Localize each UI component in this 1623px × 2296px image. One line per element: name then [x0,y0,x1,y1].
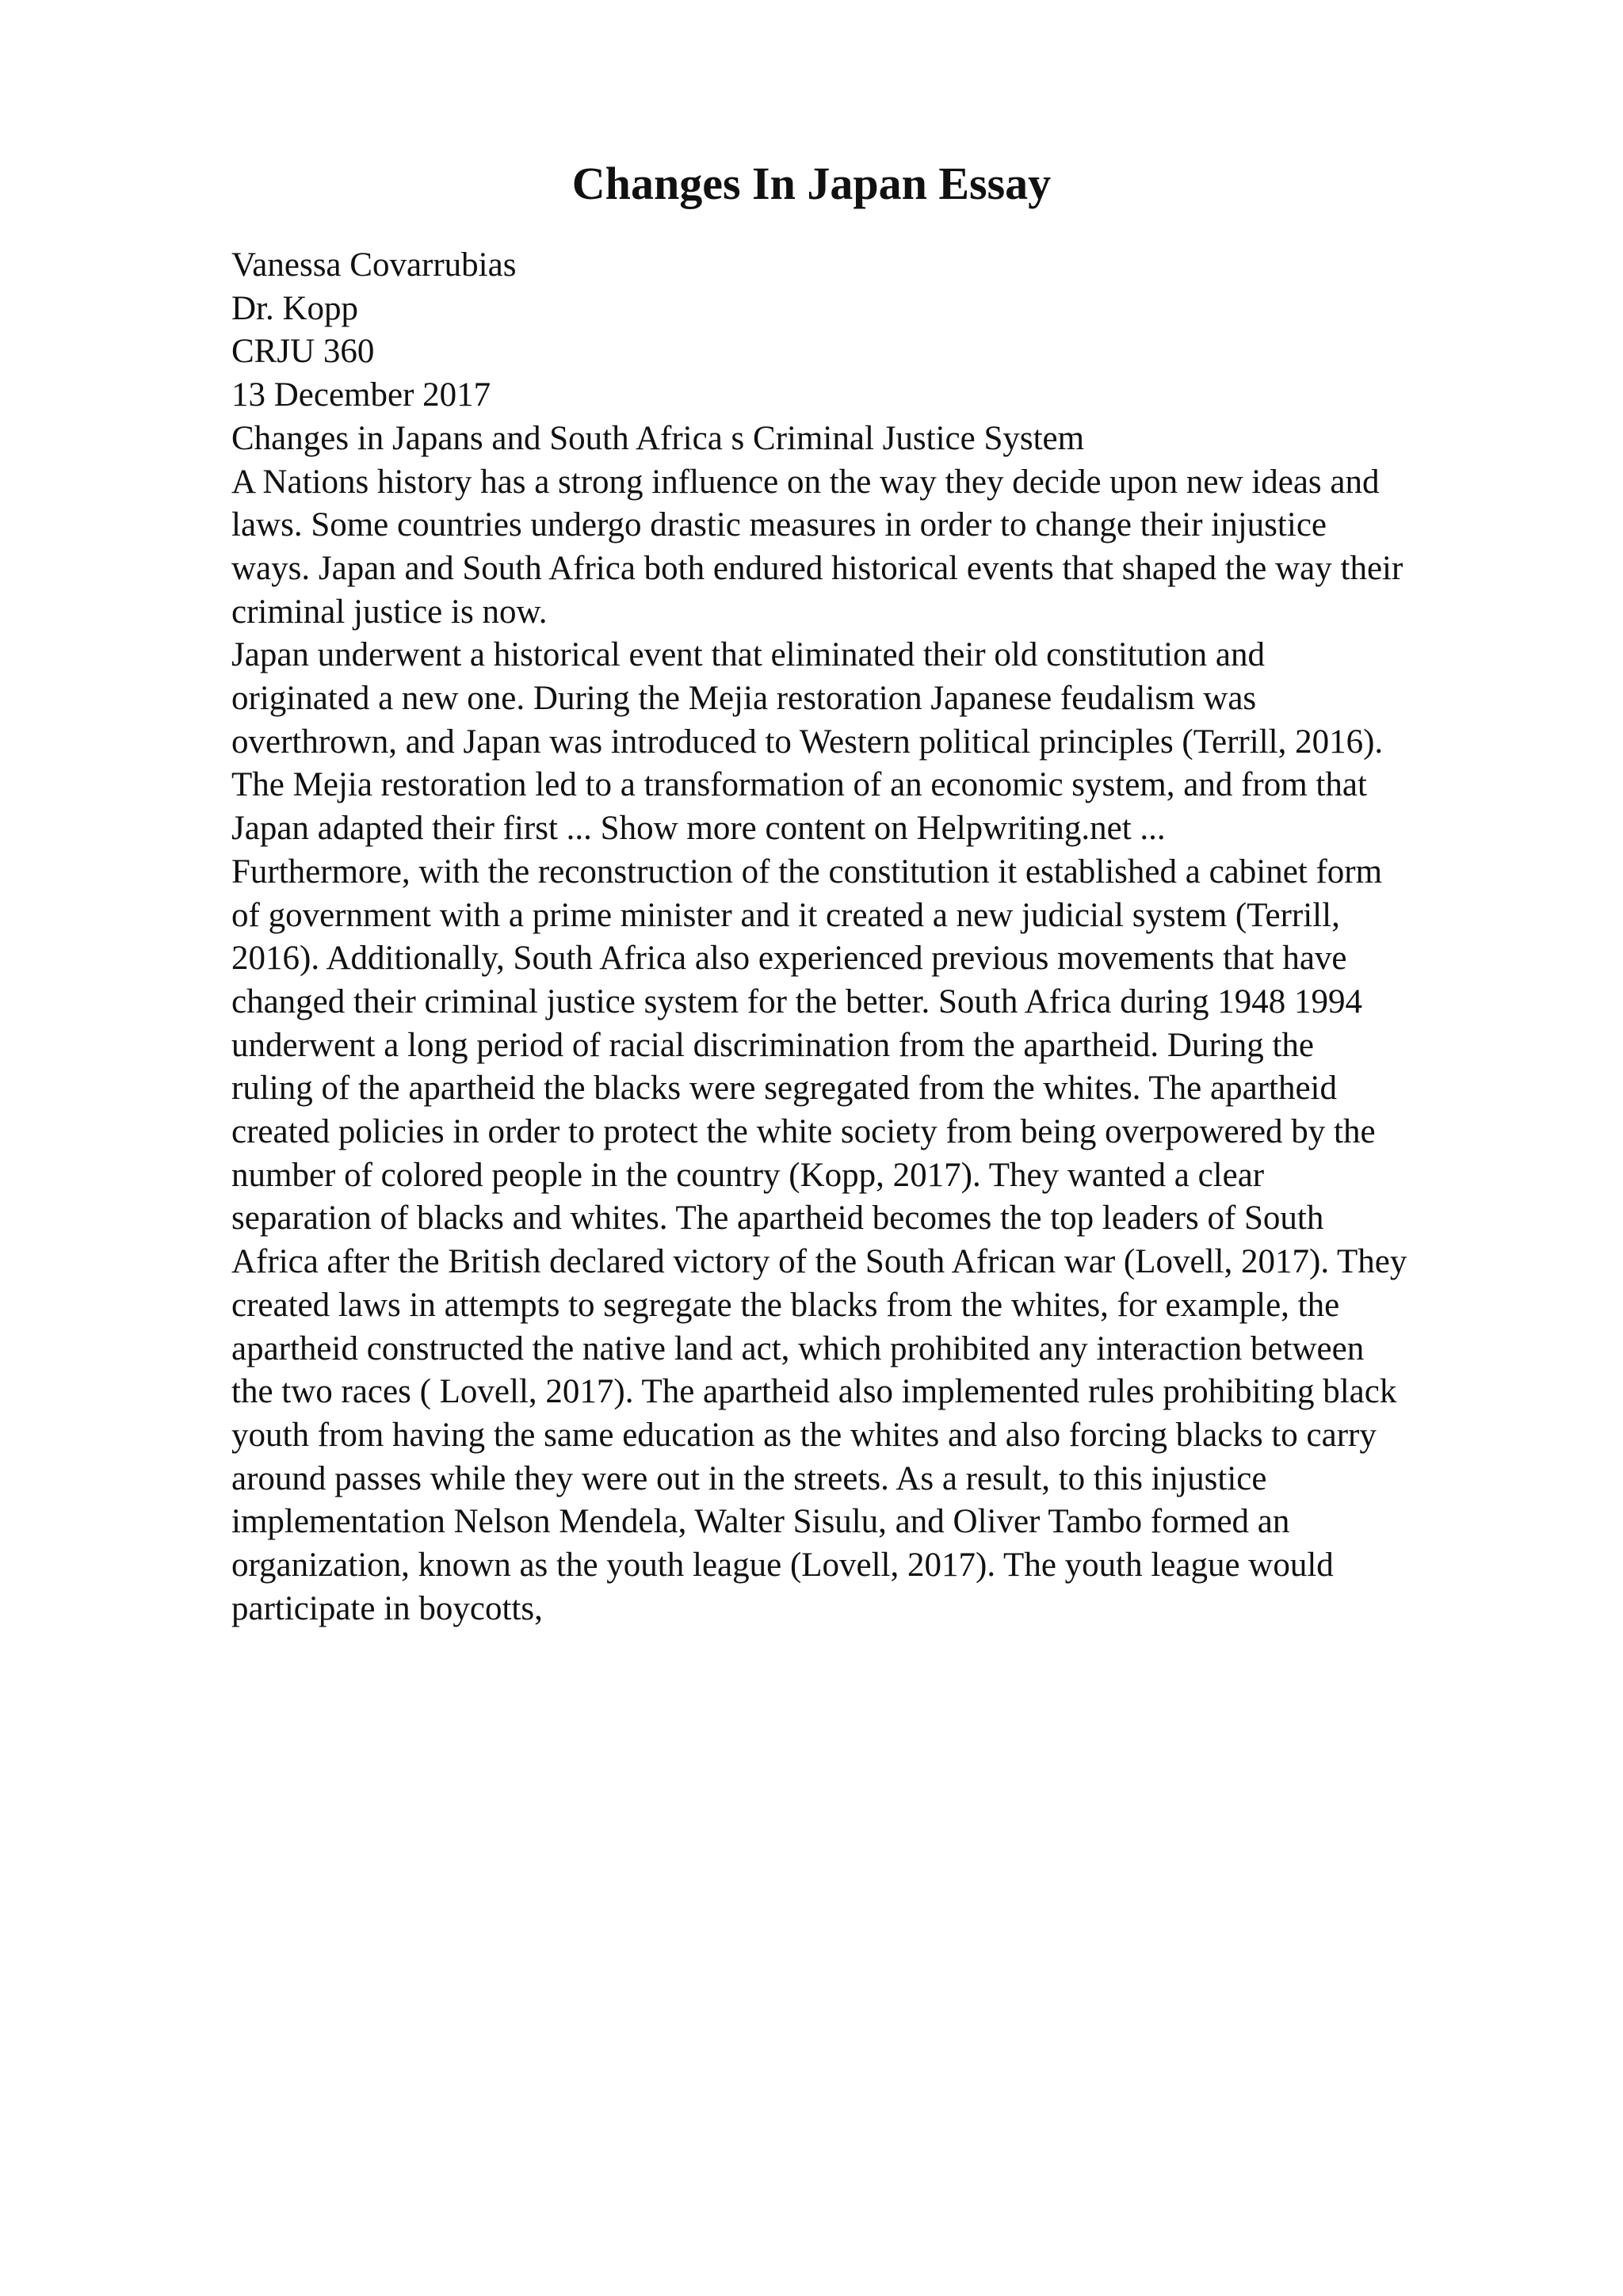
text-line: participate in boycotts, [231,1589,543,1627]
text-line: Japan underwent a historical event that eliminated their old constitution and [231,636,1265,674]
text-line: implementation Nelson Mendela, Walter Sisulu, and Oliver Tambo formed an [231,1503,1290,1541]
text-line: ruling of the apartheid the blacks were segregated from the whites. The apartheid [231,1070,1337,1108]
text-line: separation of blacks and whites. The apartheid becomes the top leaders of South [231,1199,1324,1238]
document-body [231,244,1531,1631]
text-line: Africa after the British declared victory of the South African war (Lovell, 2017). They [231,1243,1407,1281]
text-line: underwent a long period of racial discrimination from the apartheid. During the [231,1026,1315,1064]
text-line: Furthermore, with the reconstruction of the constitution it established a cabinet form [231,852,1383,891]
instructor-line: Dr. Kopp [231,289,359,327]
text-line: around passes while they were out in the streets. As a result, to this injustice [231,1459,1267,1497]
text-line: number of colored people in the country (Kopp, 2017). They wanted a clear [231,1156,1265,1194]
text-line: organization, known as the youth league (Lovell, 2017). The youth league would [231,1547,1334,1585]
text-line: ways. Japan and South Africa both endured historical events that shaped the way their [231,549,1403,587]
text-line: Japan adapted their first ... Show more content on Helpwriting.net ... [231,810,1166,848]
text-line: created policies in order to protect the white society from being overpowered by the [231,1113,1376,1151]
text-line: youth from having the same education as the whites and also forcing blacks to carry [231,1416,1377,1454]
text-line: of government with a prime minister and it created a new judicial system (Terrill, [231,896,1340,934]
essay-subtitle: Changes in Japans and South Africa s Criminal Justice System [231,419,1085,457]
text-line: the two races ( Lovell, 2017). The apartheid also implemented rules prohibiting black [231,1373,1397,1411]
course-line: CRJU 360 [231,333,375,371]
date-line: 13 December 2017 [231,376,491,414]
text-line: originated a new one. During the Mejia restoration Japanese feudalism was [231,680,1257,718]
text-line: criminal justice is now. [231,593,548,631]
text-line: A Nations history has a strong influence on the way they decide upon new ideas and [231,463,1380,501]
text-line: The Mejia restoration led to a transformation of an economic system, and from that [231,766,1367,804]
text-line: laws. Some countries undergo drastic measures in order to change their injustice [231,506,1327,544]
text-line: overthrown, and Japan was introduced to Western political principles (Terrill, 2016). [231,723,1384,761]
document-title: Changes In Japan Essay [571,158,1052,209]
text-line: created laws in attempts to segregate the blacks from the whites, for example, the [231,1286,1340,1324]
text-line: changed their criminal justice system for the better. South Africa during 1948 1994 [231,982,1363,1020]
text-line: 2016). Additionally, South Africa also experienced previous movements that have [231,940,1347,978]
text-line: apartheid constructed the native land act, which prohibited any interaction between [231,1329,1365,1367]
author-line: Vanessa Covarrubias [231,246,517,284]
